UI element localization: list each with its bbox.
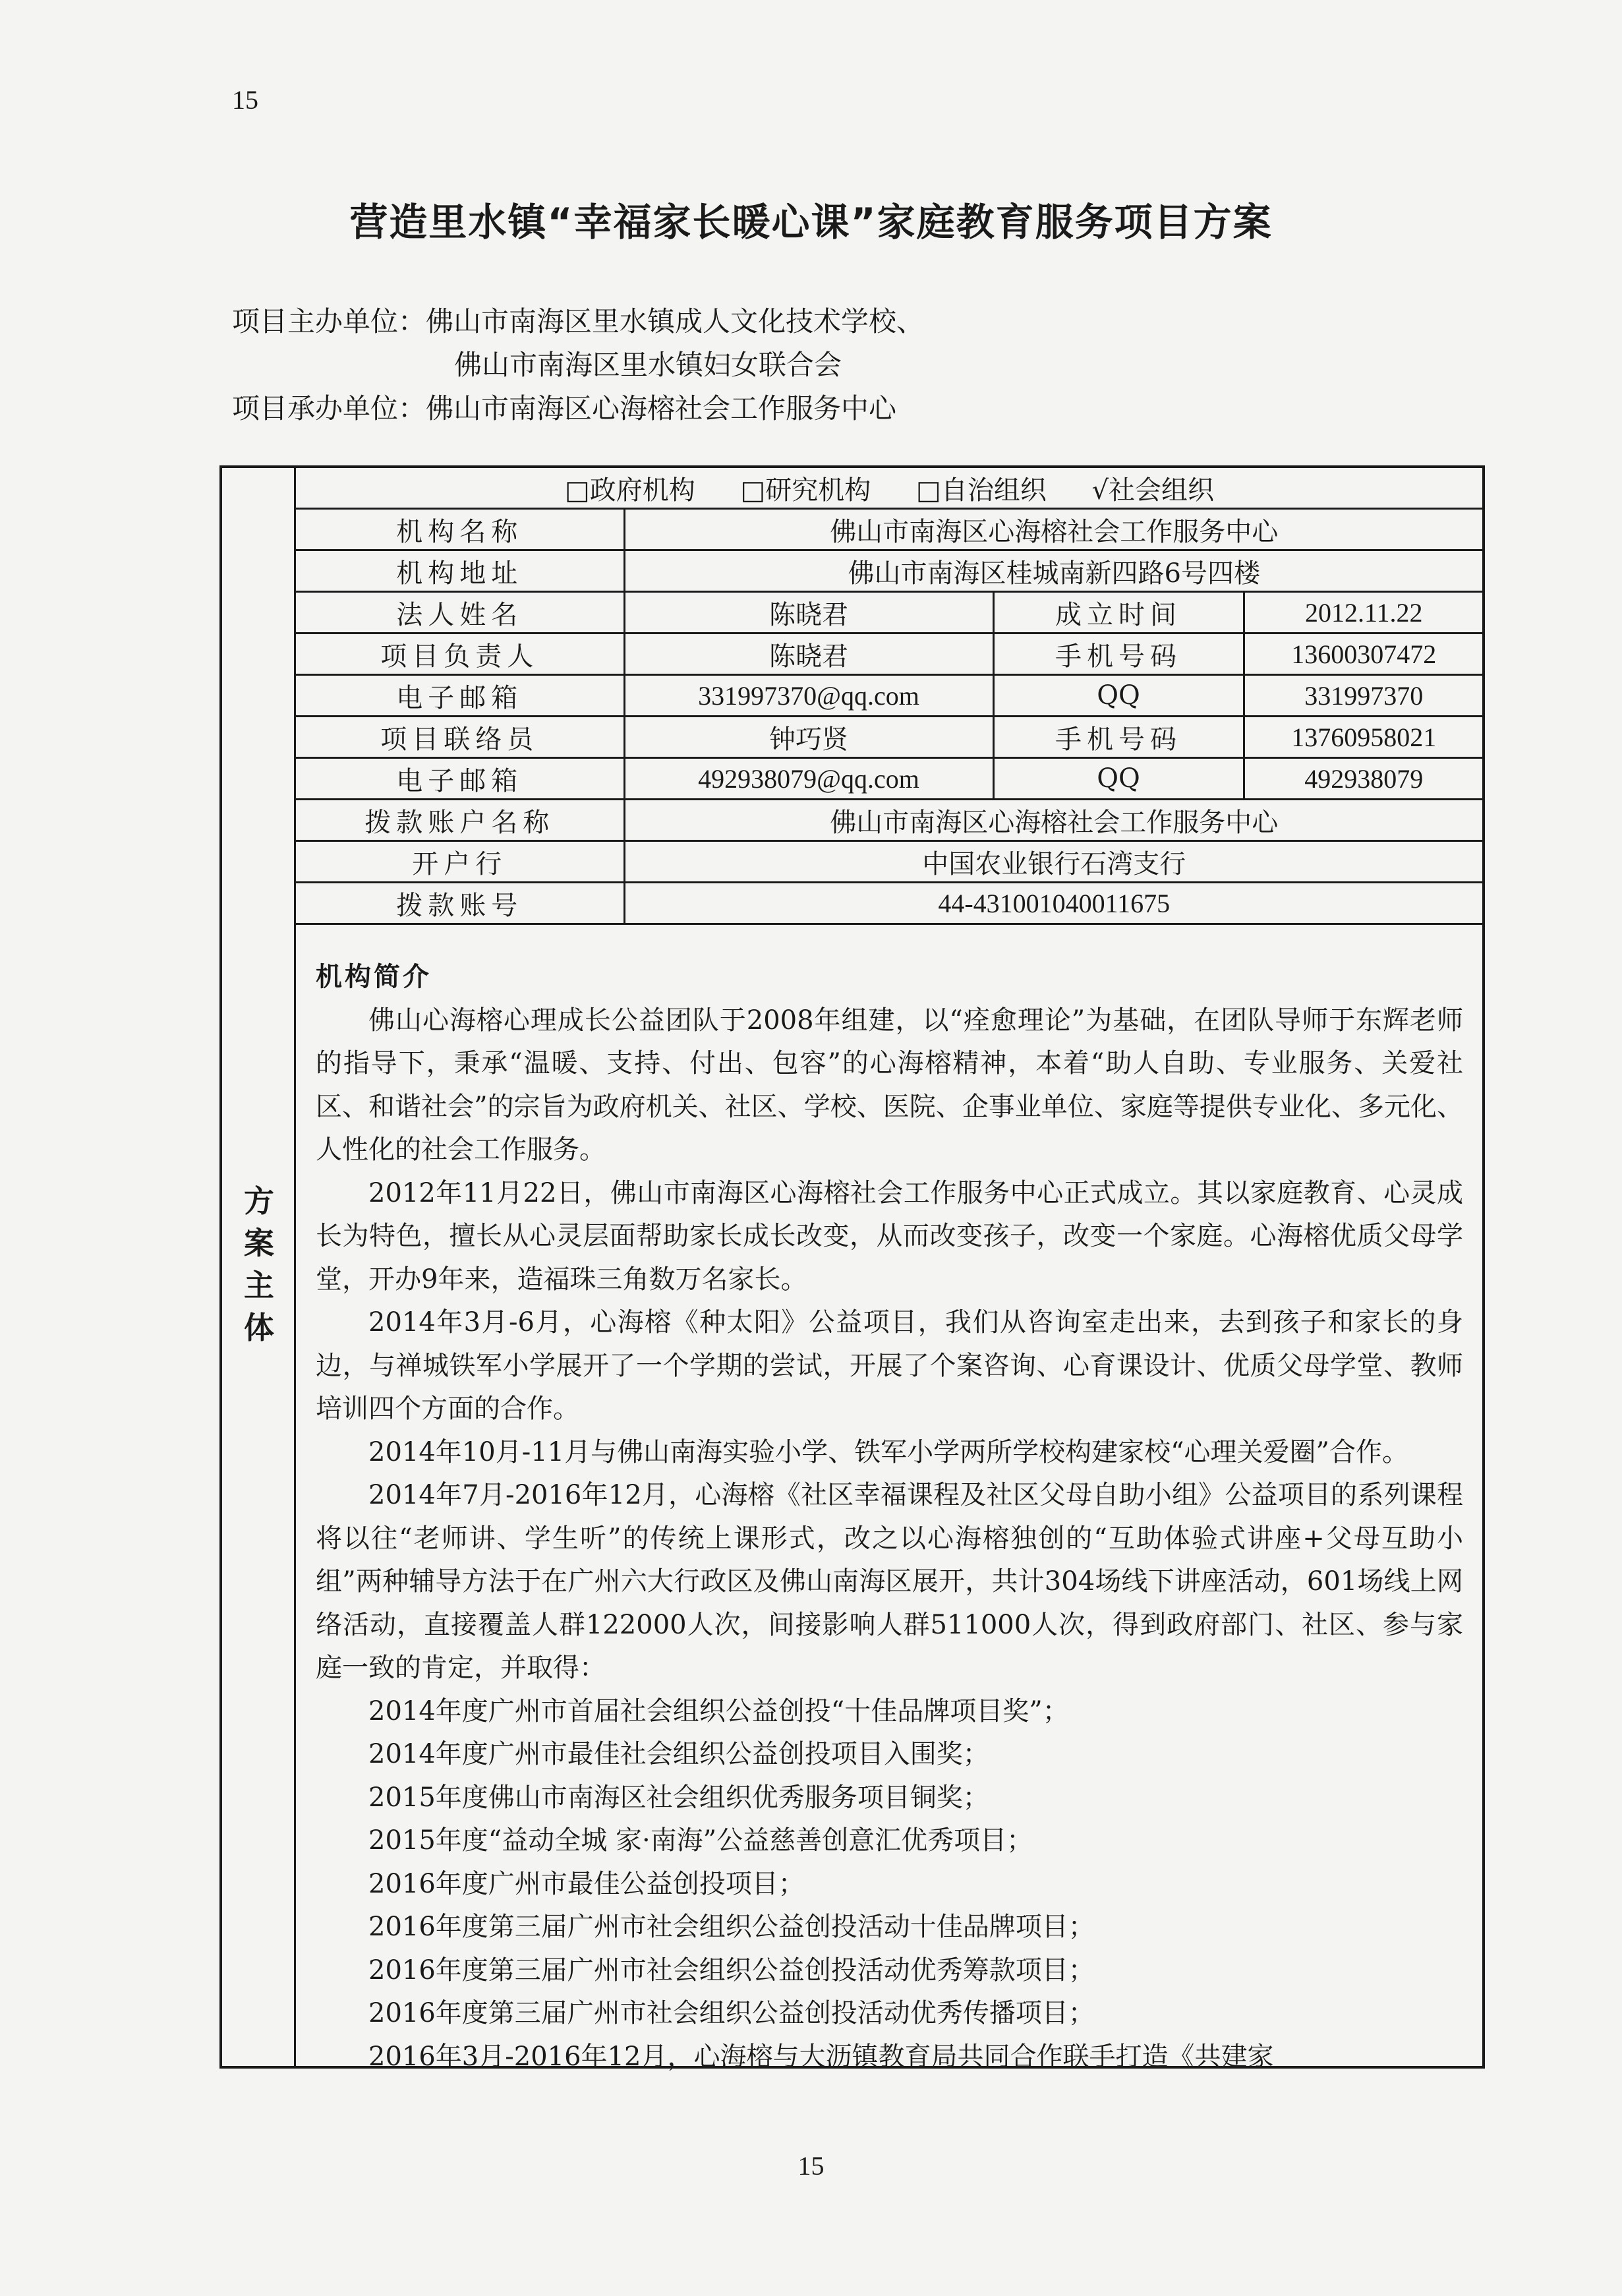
project-form bbox=[219, 465, 1485, 2072]
side-column bbox=[222, 468, 296, 2066]
intro-paragraph: 2014年7月-2016年12月，心海榕《社区幸福课程及社区父母自助小组》公益项目的系列课程将以往“老师讲、学生听”的传统上课形式，改之以心海榕独创的“互助体验式讲座+父母互助小组”两种辅导方法于在广州六大行政区及佛山南海区展开，共计304场线下讲座活动，601场线上网络活动，直接覆盖人群122000人次，间接影响人群511000人次，得到政府部门、社区、参与家庭一致的肯定，并取得： bbox=[316, 1480, 1463, 1683]
checkbox-autonomous[interactable]: □自治组织 bbox=[916, 475, 1047, 506]
org-info-table bbox=[296, 468, 1483, 925]
intro-paragraph: 2012年11月22日，佛山市南海区心海榕社会工作服务中心正式成立。其以家庭教育、心灵成长为特色，擅长从心灵层面帮助家长成长改变，从而改变孩子，改变一个家庭。心海榕优质父母学堂，开办9年来，造福珠三角数万名家长。 bbox=[316, 1177, 1463, 1295]
page-number-top: 15 bbox=[232, 85, 258, 115]
founded-value: 2012.11.22 bbox=[1244, 592, 1483, 633]
legal-person-value: 陈晓君 bbox=[624, 592, 993, 633]
table-row bbox=[296, 633, 1483, 675]
host-1: 佛山市南海区里水镇成人文化技术学校、 bbox=[426, 305, 925, 338]
project-leader-label: 项目负责人 bbox=[296, 633, 624, 675]
intro-last-line: 2016年3月-2016年12月，心海榕与大沥镇教育局共同合作联手打造《共建家 bbox=[368, 2041, 1274, 2072]
checkbox-social-org[interactable]: √社会组织 bbox=[1091, 475, 1215, 506]
contact-phone-label: 手机号码 bbox=[993, 717, 1244, 758]
contact-label: 项目联络员 bbox=[296, 717, 624, 758]
account-name-label: 拨款账户名称 bbox=[296, 800, 624, 841]
award-item: 2016年度第三届广州市社会组织公益创投活动优秀传播项目； bbox=[368, 1998, 1095, 2028]
org-address-value: 佛山市南海区桂城南新四路6号四楼 bbox=[624, 550, 1483, 592]
leader-qq-label: QQ bbox=[993, 675, 1244, 717]
intro-heading: 机构简介 bbox=[316, 962, 432, 992]
contact-email-value: 492938079@qq.com bbox=[624, 758, 993, 800]
host-line-1 bbox=[232, 300, 924, 343]
award-item: 2015年度“益动全城 家·南海”公益慈善创意汇优秀项目； bbox=[368, 1825, 1033, 1856]
side-label-char: 方 bbox=[244, 1183, 274, 1219]
undertaker: 佛山市南海区心海榕社会工作服务中心 bbox=[426, 392, 897, 425]
award-item: 2016年度第三届广州市社会组织公益创投活动优秀筹款项目； bbox=[368, 1955, 1095, 1986]
leader-email-value: 331997370@qq.com bbox=[624, 675, 993, 717]
side-label-char: 主 bbox=[244, 1268, 274, 1303]
org-type-checkboxes bbox=[296, 468, 1483, 509]
page-title: 营造里水镇“幸福家长暖心课”家庭教育服务项目方案 bbox=[349, 200, 1273, 245]
leader-qq-value: 331997370 bbox=[1244, 675, 1483, 717]
table-row bbox=[296, 800, 1483, 841]
account-number-value: 44-431001040011675 bbox=[624, 883, 1483, 924]
side-label-plan-body bbox=[222, 1180, 296, 1349]
org-name-label: 机构名称 bbox=[296, 509, 624, 550]
side-label-char: 案 bbox=[244, 1225, 274, 1261]
account-name-value: 佛山市南海区心海榕社会工作服务中心 bbox=[624, 800, 1483, 841]
page-number-bottom: 15 bbox=[797, 2151, 825, 2181]
contact-email-label: 电子邮箱 bbox=[296, 758, 624, 800]
undertaker-line bbox=[232, 387, 924, 430]
org-name-value: 佛山市南海区心海榕社会工作服务中心 bbox=[624, 509, 1483, 550]
table-row bbox=[296, 509, 1483, 550]
table-row bbox=[296, 758, 1483, 800]
org-intro bbox=[296, 956, 1483, 2078]
bank-label: 开户行 bbox=[296, 841, 624, 883]
account-number-label: 拨款账号 bbox=[296, 883, 624, 924]
leader-email-label: 电子邮箱 bbox=[296, 675, 624, 717]
organizer-block bbox=[232, 300, 924, 430]
bank-value: 中国农业银行石湾支行 bbox=[624, 841, 1483, 883]
project-leader-value: 陈晓君 bbox=[624, 633, 993, 675]
table-row bbox=[296, 592, 1483, 633]
award-item: 2016年度广州市最佳公益创投项目； bbox=[368, 1868, 805, 1899]
table-row bbox=[296, 883, 1483, 924]
table-row bbox=[296, 550, 1483, 592]
intro-paragraph: 佛山心海榕心理成长公益团队于2008年组建，以“痊愈理论”为基础，在团队导师于东辉老师的指导下，秉承“温暖、支持、付出、包容”的心海榕精神，本着“助人自助、专业服务、关爱社区、和谐社会”的宗旨为政府机关、社区、学校、医院、企事业单位、家庭等提供专业化、多元化、人性化的社会工作服务。 bbox=[316, 1005, 1463, 1165]
intro-paragraph: 2014年10月-11月与佛山南海实验小学、铁军小学两所学校构建家校“心理关爱圈”合作。 bbox=[368, 1436, 1409, 1467]
contact-qq-label: QQ bbox=[993, 758, 1244, 800]
award-item: 2014年度广州市首届社会组织公益创投“十佳品牌项目奖”； bbox=[368, 1695, 1069, 1726]
award-item: 2014年度广州市最佳社会组织公益创投项目入围奖； bbox=[368, 1739, 989, 1769]
founded-label: 成立时间 bbox=[993, 592, 1244, 633]
legal-person-label: 法人姓名 bbox=[296, 592, 624, 633]
contact-value: 钟巧贤 bbox=[624, 717, 993, 758]
leader-phone-value: 13600307472 bbox=[1244, 633, 1483, 675]
intro-paragraph: 2014年3月-6月，心海榕《种太阳》公益项目，我们从咨询室走出来，去到孩子和家长的身边，与禅城铁军小学展开了一个学期的尝试，开展了个案咨询、心育课设计、优质父母学堂、教师培训四个方面的合作。 bbox=[316, 1307, 1463, 1424]
org-address-label: 机构地址 bbox=[296, 550, 624, 592]
host-line-2: 佛山市南海区里水镇妇女联合会 bbox=[454, 349, 842, 381]
table-row bbox=[296, 717, 1483, 758]
side-label-char: 体 bbox=[244, 1310, 274, 1345]
table-row bbox=[296, 841, 1483, 883]
checkbox-research[interactable]: □研究机构 bbox=[740, 475, 871, 506]
contact-qq-value: 492938079 bbox=[1244, 758, 1483, 800]
award-item: 2015年度佛山市南海区社会组织优秀服务项目铜奖； bbox=[368, 1782, 989, 1813]
org-type-row bbox=[296, 468, 1483, 509]
checkbox-government[interactable]: □政府机构 bbox=[565, 475, 695, 506]
leader-phone-label: 手机号码 bbox=[993, 633, 1244, 675]
award-item: 2016年度第三届广州市社会组织公益创投活动十佳品牌项目； bbox=[368, 1912, 1095, 1942]
undertaker-label: 项目承办单位： bbox=[232, 392, 426, 425]
contact-phone-value: 13760958021 bbox=[1244, 717, 1483, 758]
table-row bbox=[296, 675, 1483, 717]
host-label: 项目主办单位： bbox=[232, 305, 426, 338]
